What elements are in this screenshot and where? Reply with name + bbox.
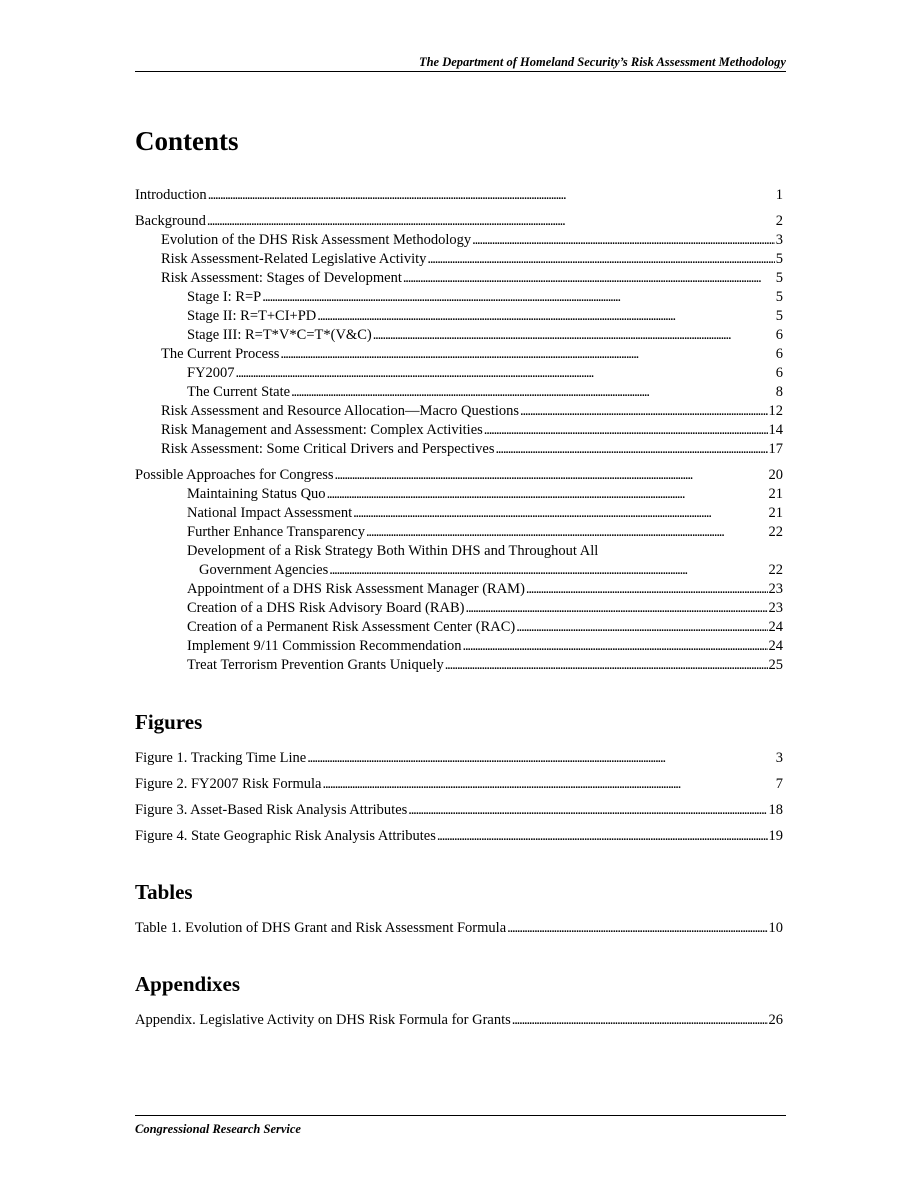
figures-list [135,749,783,846]
dot-leader [307,749,775,768]
dot-leader [507,919,767,938]
toc-entry-title: The Current Process [161,346,280,362]
toc-entry-page: 5 [775,289,783,305]
toc-entry-title: Risk Assessment-Related Legislative Activity [161,251,427,267]
tables-heading: Tables [135,880,193,904]
dot-leader [329,561,767,580]
toc-entry-title: Treat Terrorism Prevention Grants Uniquely [187,657,444,673]
toc-entry-transparency[interactable] [135,523,783,542]
toc-entry-title: Maintaining Status Quo [187,486,326,502]
appendix-entry-title: Appendix. Legislative Activity on DHS Risk Formula for Grants [135,1012,511,1028]
toc-entry-page: 25 [768,657,783,673]
toc-entry-page: 6 [775,327,783,343]
figure-entry-title: Figure 2. FY2007 Risk Formula [135,776,322,792]
dot-leader [408,801,767,820]
toc-entry-title: Introduction [135,187,207,203]
dot-leader [472,231,775,250]
dot-leader [208,186,775,205]
toc-entry-title: Implement 9/11 Commission Recommendation [187,638,462,654]
toc-entry-prevention-grants[interactable] [135,656,783,675]
figure-entry-page: 7 [775,776,783,792]
figure-entry-2[interactable] [135,775,783,794]
toc-entry-page: 24 [768,638,783,654]
toc-entry-background[interactable] [135,212,783,231]
toc-entry-page: 17 [768,441,783,457]
toc-entry-page: 21 [768,505,783,521]
toc-entry-ram[interactable] [135,580,783,599]
toc-entry-title: FY2007 [187,365,235,381]
figure-entry-4[interactable] [135,827,783,846]
dot-leader [495,440,767,459]
toc-entry-title: Evolution of the DHS Risk Assessment Methodology [161,232,472,248]
dot-leader [437,827,768,846]
toc-entry-page: 23 [768,600,783,616]
toc-entry-page: 5 [775,308,783,324]
dot-leader [353,504,767,523]
toc-entry-title: Creation of a Permanent Risk Assessment Center (RAC) [187,619,516,635]
toc-entry-page: 8 [775,384,783,400]
toc-entry-page: 20 [768,467,783,483]
dot-leader [526,580,768,599]
toc-entry-title: The Current State [187,384,291,400]
toc-entry-rac[interactable] [135,618,783,637]
toc-entry-title: Risk Assessment: Stages of Development [161,270,402,286]
toc-entry-page: 23 [768,581,783,597]
appendix-entry-1[interactable] [135,1011,783,1030]
dot-leader [280,345,774,364]
toc-entry-title: National Impact Assessment [187,505,353,521]
dot-leader [327,485,768,504]
toc-entry-page: 24 [768,619,783,635]
toc-entry-page: 6 [775,346,783,362]
toc-entry-title: Stage II: R=T+CI+PD [187,308,317,324]
figure-entry-page: 3 [775,750,783,766]
toc-entry-page: 5 [775,251,783,267]
toc-entry-fy2007[interactable] [135,364,783,383]
toc-entry-critical-drivers[interactable] [135,440,783,459]
dot-leader [466,599,768,618]
tables-section [135,879,783,938]
toc-entry-title: Possible Approaches for Congress [135,467,334,483]
dot-leader [317,307,775,326]
appendix-entry-page: 26 [768,1012,783,1028]
toc-body [135,124,783,1037]
running-header: The Department of Homeland Security’s Risk Assessment Methodology [135,55,786,72]
toc-entry-page: 1 [775,187,783,203]
toc-entry-legislative-activity[interactable] [135,250,783,269]
toc-entry-title: Stage III: R=T*V*C=T*(V&C) [187,327,372,343]
figure-entry-1[interactable] [135,749,783,768]
toc-entry-page: 14 [768,422,783,438]
dot-leader [403,269,775,288]
figures-heading: Figures [135,710,203,734]
toc-entry-page: 5 [775,270,783,286]
figure-entry-page: 19 [768,828,783,844]
toc-entry-risk-strategy-cont[interactable] [135,561,783,580]
figure-entry-title: Figure 1. Tracking Time Line [135,750,307,766]
toc-entry-introduction[interactable] [135,186,783,205]
dot-leader [323,775,775,794]
toc-entry-page: 3 [775,232,783,248]
dot-leader [207,212,775,231]
toc-entry-title: Risk Management and Assessment: Complex Activities [161,422,483,438]
toc-entry-stage-3[interactable] [135,326,783,345]
toc-entry-page: 2 [775,213,783,229]
figure-entry-3[interactable] [135,801,783,820]
toc-entry-stages[interactable] [135,269,783,288]
dot-leader [262,288,775,307]
toc-entry-page: 22 [768,524,783,540]
toc-entry-page: 6 [775,365,783,381]
toc-entry-title: Risk Assessment: Some Critical Drivers and Perspectives [161,441,495,457]
toc-entry-title: Appointment of a DHS Risk Assessment Manager (RAM) [187,581,525,597]
contents-heading: Contents [135,126,239,156]
contents-list [135,186,783,675]
toc-entry-title: Risk Assessment and Resource Allocation—Macro Questions [161,403,520,419]
figure-entry-page: 18 [768,802,783,818]
dot-leader [335,466,768,485]
tables-list [135,919,783,938]
dot-leader [445,656,768,675]
toc-entry-evolution[interactable] [135,231,783,250]
toc-entry-complex-activities[interactable] [135,421,783,440]
toc-entry-resource-allocation[interactable] [135,402,783,421]
figure-entry-title: Figure 4. State Geographic Risk Analysis Attributes [135,828,436,844]
appendixes-list [135,1011,783,1030]
toc-entry-title: Further Enhance Transparency [187,524,365,540]
dot-leader [291,383,775,402]
toc-entry-title: Background [135,213,206,229]
dot-leader [373,326,775,345]
toc-entry-page: 12 [768,403,783,419]
toc-entry-title: Government Agencies [199,562,329,578]
toc-entry-title: Stage I: R=P [187,289,262,305]
table-entry-title: Table 1. Evolution of DHS Grant and Risk Assessment Formula [135,920,507,936]
dot-leader [427,250,774,269]
figure-entry-title: Figure 3. Asset-Based Risk Analysis Attributes [135,802,408,818]
dot-leader [516,618,767,637]
toc-entry-approaches[interactable] [135,466,783,485]
toc-entry-current-process[interactable] [135,345,783,364]
appendixes-section [135,971,783,1030]
running-footer: Congressional Research Service [135,1115,786,1137]
toc-entry-911-recommendation[interactable] [135,637,783,656]
toc-entry-title: Creation of a DHS Risk Advisory Board (RAB) [187,600,465,616]
toc-entry-status-quo[interactable] [135,485,783,504]
appendixes-heading: Appendixes [135,972,241,996]
dot-leader [512,1011,768,1030]
figures-section [135,709,783,846]
toc-entry-title: Development of a Risk Strategy Both Within DHS and Throughout All [187,543,599,559]
toc-entry-national-impact[interactable] [135,504,783,523]
toc-entry-rab[interactable] [135,599,783,618]
toc-entry-page: 22 [768,562,783,578]
table-entry-1[interactable] [135,919,783,938]
table-entry-page: 10 [768,920,783,936]
toc-entry-stage-2[interactable] [135,307,783,326]
toc-entry-page: 21 [768,486,783,502]
dot-leader [520,402,767,421]
dot-leader [366,523,768,542]
toc-entry-risk-strategy[interactable] [135,542,783,561]
toc-entry-stage-1[interactable] [135,288,783,307]
toc-entry-current-state[interactable] [135,383,783,402]
dot-leader [484,421,768,440]
dot-leader [463,637,768,656]
dot-leader [236,364,775,383]
